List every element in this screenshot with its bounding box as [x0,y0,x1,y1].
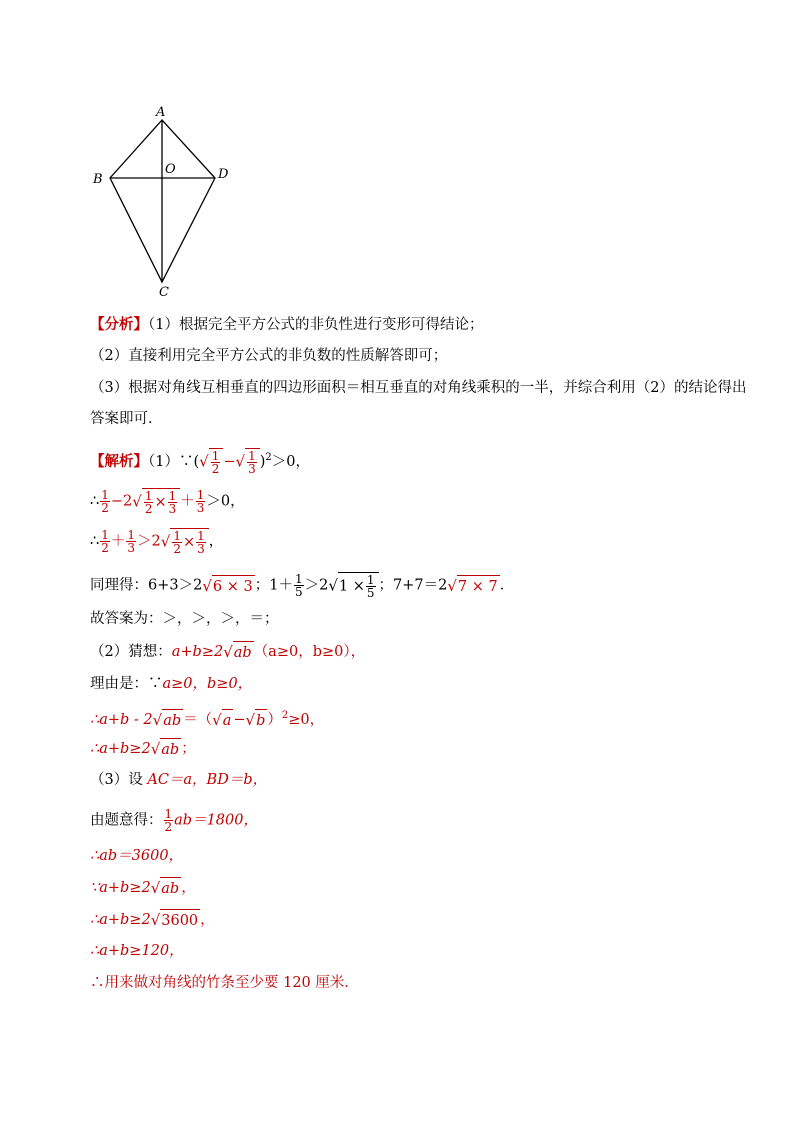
frac-num: 1 [127,528,136,542]
sqrt-half: √ $\frac{1}{2}$ [199,448,223,475]
ineq-expr: ∴a+b≥2 [90,912,151,928]
plus: ＋ [110,533,126,550]
radicand: ab [160,877,181,899]
step1a: ∴a+b - 2 [90,711,153,728]
frac-half [100,489,110,514]
sqrt-1x-fifth: √1 × $\frac{1}{5}$ [328,572,378,599]
solution-line-1 [90,448,310,475]
part2-step2 [90,738,196,760]
part2-guess [90,641,365,663]
part2-step1 [90,706,324,731]
frac-num: 1 [101,528,109,542]
same-3: 7+7＝2 [393,577,448,594]
radicand: 7 × 7 [457,575,500,597]
frac-num: 1 [101,488,109,502]
part2-reason [90,674,252,694]
frac-den: 3 [197,542,205,556]
given-prefix: 由题意得： [90,812,163,829]
same-2b: ＞2 [304,577,329,594]
label-d: D [218,167,229,182]
label-o: O [165,162,176,177]
square-exp: 2 [265,452,272,463]
guess-prefix: （2）猜想： [90,644,172,660]
kite-figure [85,100,245,300]
therefore: ∴ [90,533,100,550]
because-expr: ∵a+b≥2 [90,880,151,896]
frac-third [126,529,136,554]
answer-line: 故答案为：＞，＞，＞，＝； [90,611,279,627]
label-c: C [159,285,169,300]
analysis-line-1 [90,315,483,335]
analysis-line-3: （3）根据对角线互相垂直的四边形面积＝相互垂直的对角线乘积的一半，并综合利用（2）的结论得出 [90,380,747,396]
sqrt-3600: √3600 [150,911,199,929]
sqrt-a: √a [212,710,232,729]
frac-num: 1 [173,529,181,543]
frac-num: 1 [294,572,303,586]
same-2a: 1＋ [269,577,293,594]
sqrt-ab: √ab [150,740,180,758]
step1c: ） [267,711,282,728]
gt-two: ＞2 [137,533,161,550]
guess-cond: （a≥0，b≥0）， [253,644,366,660]
radicand: b [255,709,267,731]
part3-ineq [90,909,215,931]
sqrt-7x7: √7 × 7 [447,576,498,595]
sqrt-b: √b [245,710,266,729]
solution-line-4 [90,572,514,599]
frac-num: 1 [144,489,153,503]
times: × [182,534,196,551]
sqrt-ab: √ab [223,643,252,661]
frac-num: 1 [168,489,177,503]
frac-half [164,808,174,833]
conclusion: ∴用来做对角线的竹条至少要 120 厘米． [90,975,359,991]
label-b: B [93,172,103,187]
frac-den: 2 [101,501,109,515]
frac-num: 1 [211,449,220,464]
p3-prefix: （3）设 [90,772,148,788]
sqrt-product: √ $\frac{1}{2}$ × $\frac{1}{3}$ [132,488,180,515]
guess-expr: a+b≥2 [171,644,224,660]
paren-close: ) [259,453,266,470]
reason-prefix: 理由是：∵ [90,676,163,692]
frac-fifth [294,573,304,598]
part3-given [90,808,258,833]
frac-num: 1 [164,807,173,821]
sqrt-ab: √ab [150,879,180,897]
solution-tag: 【解析】 [90,452,148,470]
frac-den: 2 [101,541,109,555]
label-a: A [156,105,166,120]
semicolon: ； [181,741,196,757]
radicand: ab [233,641,254,663]
comma: ， [200,912,215,928]
given-expr: ab＝1800， [174,812,258,829]
frac-den: 2 [144,502,153,516]
step1b: ＝（ [183,711,213,728]
frac-den: 5 [294,585,303,599]
frac-den: 2 [211,462,220,477]
reason-expr: a≥0，b≥0， [162,676,253,692]
therefore: ∴ [90,493,100,510]
sqrt-third: √ $\frac{1}{3}$ [236,448,260,475]
sqrt-6x3: √6 × 3 [202,576,253,595]
separator: ； [254,577,270,594]
minus-sign: − [223,453,236,470]
period: ． [499,577,515,594]
radicand: a [222,709,234,731]
part3-because [90,877,196,899]
comma: ， [181,880,196,896]
times: × [154,494,167,511]
analysis-line-2: （2）直接利用完全平方公式的非负数的性质解答即可； [90,348,448,364]
radicand: ab [162,709,183,731]
frac-den: 3 [168,502,177,516]
frac-half [100,529,110,554]
analysis-line-4: 答案即可． [90,411,163,427]
same-1: 6+3＞2 [148,577,203,594]
step2: ∴a+b≥2 [90,741,151,757]
p3-expr: AC＝a，BD＝b， [147,772,268,788]
frac-den: 3 [196,501,205,515]
analysis-p1: （1）根据完全平方公式的非负性进行变形可得结论； [148,317,484,333]
same-prefix: 同理得： [90,577,148,594]
minus-sign: − [233,711,246,728]
frac-num: 1 [248,449,256,464]
separator: ； [378,577,394,594]
radicand: ab [160,738,181,760]
radicand: 1 × [338,578,365,595]
frac-den: 3 [127,541,136,555]
analysis-tag: 【分析】 [90,316,148,333]
solution-line-2 [90,488,245,515]
part3-ab: ∴ab＝3600， [90,848,184,864]
sqrt-ab: √ab [152,710,182,729]
p1-prefix: （1）∵( [148,453,200,470]
frac-third [196,489,206,514]
square-exp: 2 [281,710,289,721]
plus: ＋ [180,493,195,510]
step1d: ≥0， [288,711,325,728]
radicand: 6 × 3 [212,575,255,597]
minus-two: −2 [110,493,133,510]
gt-zero: ＞0， [206,493,245,510]
part3-120: ∴a+b≥120， [90,943,184,959]
frac-num: 1 [366,573,375,587]
frac-den: 5 [366,586,375,600]
solution-line-3 [90,528,223,555]
frac-den: 2 [164,820,173,834]
frac-den: 2 [173,542,181,556]
part3-let [90,770,267,790]
comma: ， [208,533,224,550]
radicand: 3600 [160,909,200,931]
frac-den: 3 [248,462,256,477]
frac-num: 1 [197,529,205,543]
gt-zero: ＞0， [271,453,310,470]
frac-num: 1 [196,488,205,502]
sqrt-product: √ $\frac{1}{2}$ × $\frac{1}{3}$ [161,528,209,555]
